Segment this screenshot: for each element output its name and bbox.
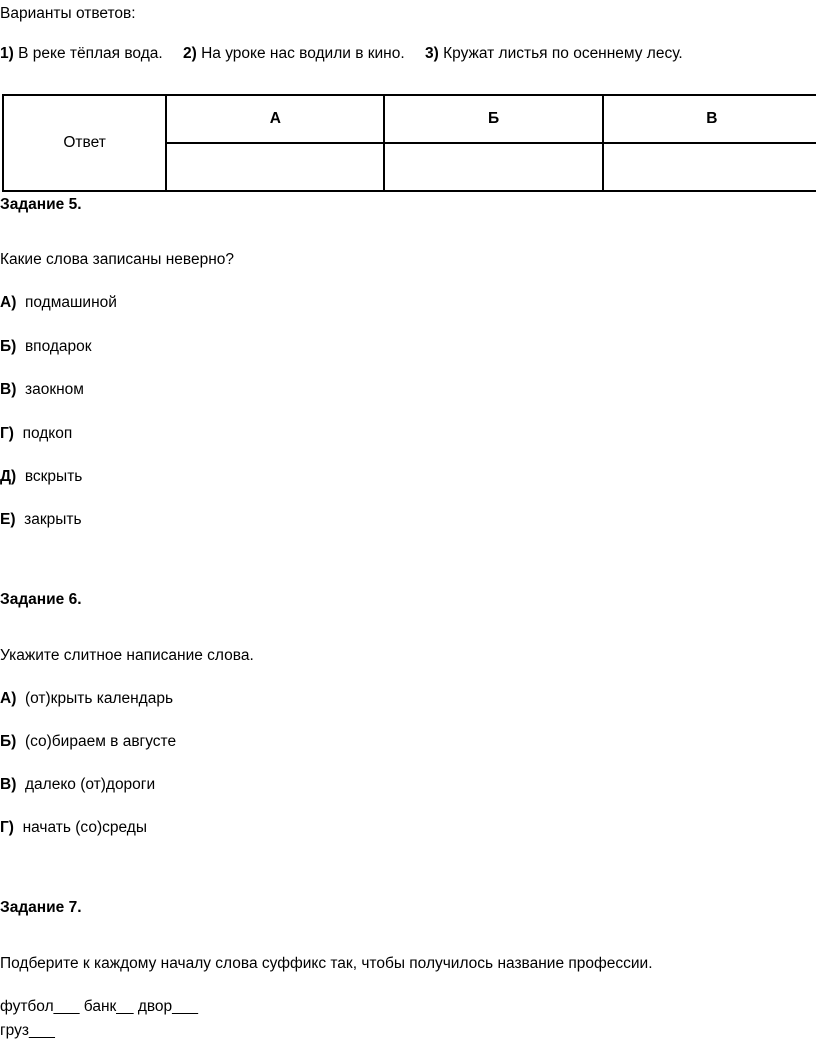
task7-question: Подберите к каждому началу слова суффикс так, чтобы получилось название профессии. <box>0 955 653 972</box>
task5-option: Д) вскрыть <box>0 468 83 485</box>
task5-title: Задание 5. <box>0 196 82 213</box>
task6-title: Задание 6. <box>0 591 82 608</box>
column-header-v: В <box>603 95 816 143</box>
task7-words: футбол___ банк__ двор___ <box>0 998 199 1015</box>
answer-cell-b[interactable] <box>384 143 602 191</box>
task5-option: А) подмашиной <box>0 294 117 311</box>
variant-text: На уроке нас водили в кино. <box>201 45 405 62</box>
variant-text: В реке тёплая вода. <box>18 45 163 62</box>
task5-option: Б) вподарок <box>0 338 92 355</box>
task7-words: груз___ <box>0 1022 55 1039</box>
task6-option: Г) начать (со)среды <box>0 819 147 836</box>
answer-row-label: Ответ <box>3 95 166 191</box>
answer-cell-a[interactable] <box>166 143 384 191</box>
answer-table <box>2 94 816 192</box>
task6-question: Укажите слитное написание слова. <box>0 647 254 664</box>
task5-option: Г) подкоп <box>0 425 73 442</box>
task7-title: Задание 7. <box>0 899 82 916</box>
task6-option: Б) (со)бираем в августе <box>0 733 177 750</box>
task5-question: Какие слова записаны неверно? <box>0 251 235 268</box>
variant-number: 2) <box>182 45 197 62</box>
variants-heading: Варианты ответов: <box>0 5 136 22</box>
column-header-a: А <box>166 95 384 143</box>
task5-option: В) заокном <box>0 381 84 398</box>
answer-cell-v[interactable] <box>603 143 816 191</box>
task5-option: Е) закрыть <box>0 511 82 528</box>
variant-number: 3) <box>424 45 439 62</box>
task6-option: В) далеко (от)дороги <box>0 776 156 793</box>
column-header-b: Б <box>384 95 602 143</box>
variant-number: 1) <box>0 45 14 62</box>
task6-option: А) (от)крыть календарь <box>0 690 174 707</box>
variants-options <box>0 44 683 64</box>
variant-text: Кружат листья по осеннему лесу. <box>443 45 683 62</box>
